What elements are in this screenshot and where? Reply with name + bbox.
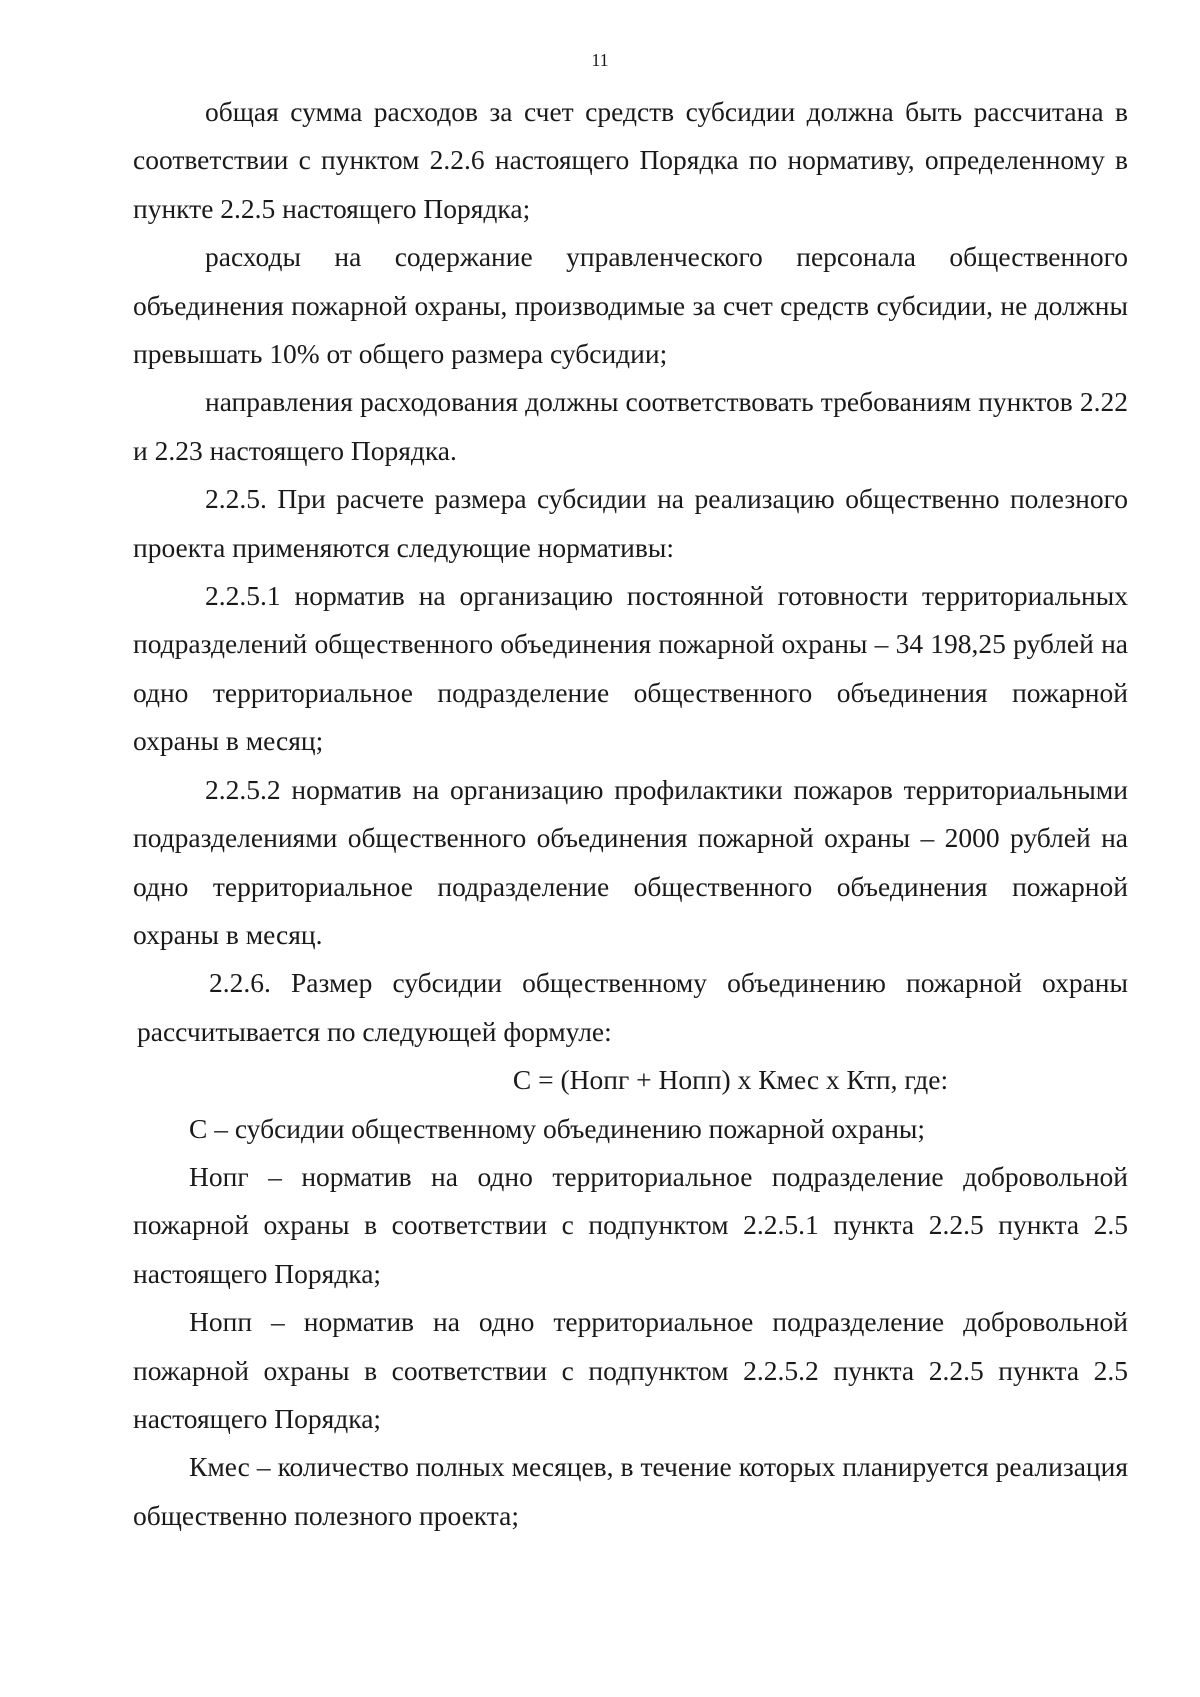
paragraph-2-2-5-1: 2.2.5.1 норматив на организацию постоянной готовности территориальных подразделений общественного объединения пожарной охраны – 34 198,25 рублей на одно территориальное подразделение общественного объединения пожарной охраны в месяц; xyxy=(133,580,1128,757)
document-body xyxy=(133,88,1128,1540)
paragraph-total-expenses: общая сумма расходов за счет средств субсидии должна быть рассчитана в соответствии с пунктом 2.2.6 настоящего Порядка по нормативу, определенному в пункте 2.2.5 настоящего Порядка; xyxy=(133,96,1128,224)
paragraph-2-2-6: 2.2.6. Размер субсидии общественному объединению пожарной охраны рассчитывается по следующей формуле: xyxy=(137,967,1128,1047)
definition-nopp: Нопп – норматив на одно территориальное подразделение добровольной пожарной охраны в соответствии с подпунктом 2.2.5.2 пункта 2.2.5 пункта 2.5 настоящего Порядка; xyxy=(133,1306,1128,1434)
paragraph-management-expenses: расходы на содержание управленческого персонала общественного объединения пожарной охраны, производимые за счет средств субсидии, не должны превышать 10% от общего размера субсидии; xyxy=(133,241,1128,370)
paragraph-2-2-5: 2.2.5. При расчете размера субсидии на реализацию общественно полезного проекта применяются следующие нормативы: xyxy=(133,483,1128,563)
definition-kmes: Кмес – количество полных месяцев, в течение которых планируется реализация общественно полезного проекта; xyxy=(133,1451,1128,1531)
page-number: 11 xyxy=(591,50,609,70)
subsidy-formula: С = (Нопг + Нопп) х Кмес х Ктп, где: xyxy=(512,1064,949,1096)
definition-c: С – субсидии общественному объединению пожарной охраны; xyxy=(189,1112,926,1144)
paragraph-spending-directions: направления расходования должны соответствовать требованиям пунктов 2.22 и 2.23 настоящего Порядка. xyxy=(133,386,1128,466)
paragraph-2-2-5-2: 2.2.5.2 норматив на организацию профилактики пожаров территориальными подразделениями общественного объединения пожарной охраны – 2000 рублей на одно территориальное подразделение общественного объединения пожарной охраны в месяц. xyxy=(133,773,1128,950)
definition-nopg: Нопг – норматив на одно территориальное подразделение добровольной пожарной охраны в соответствии с подпунктом 2.2.5.1 пункта 2.2.5 пункта 2.5 настоящего Порядка; xyxy=(133,1160,1128,1289)
